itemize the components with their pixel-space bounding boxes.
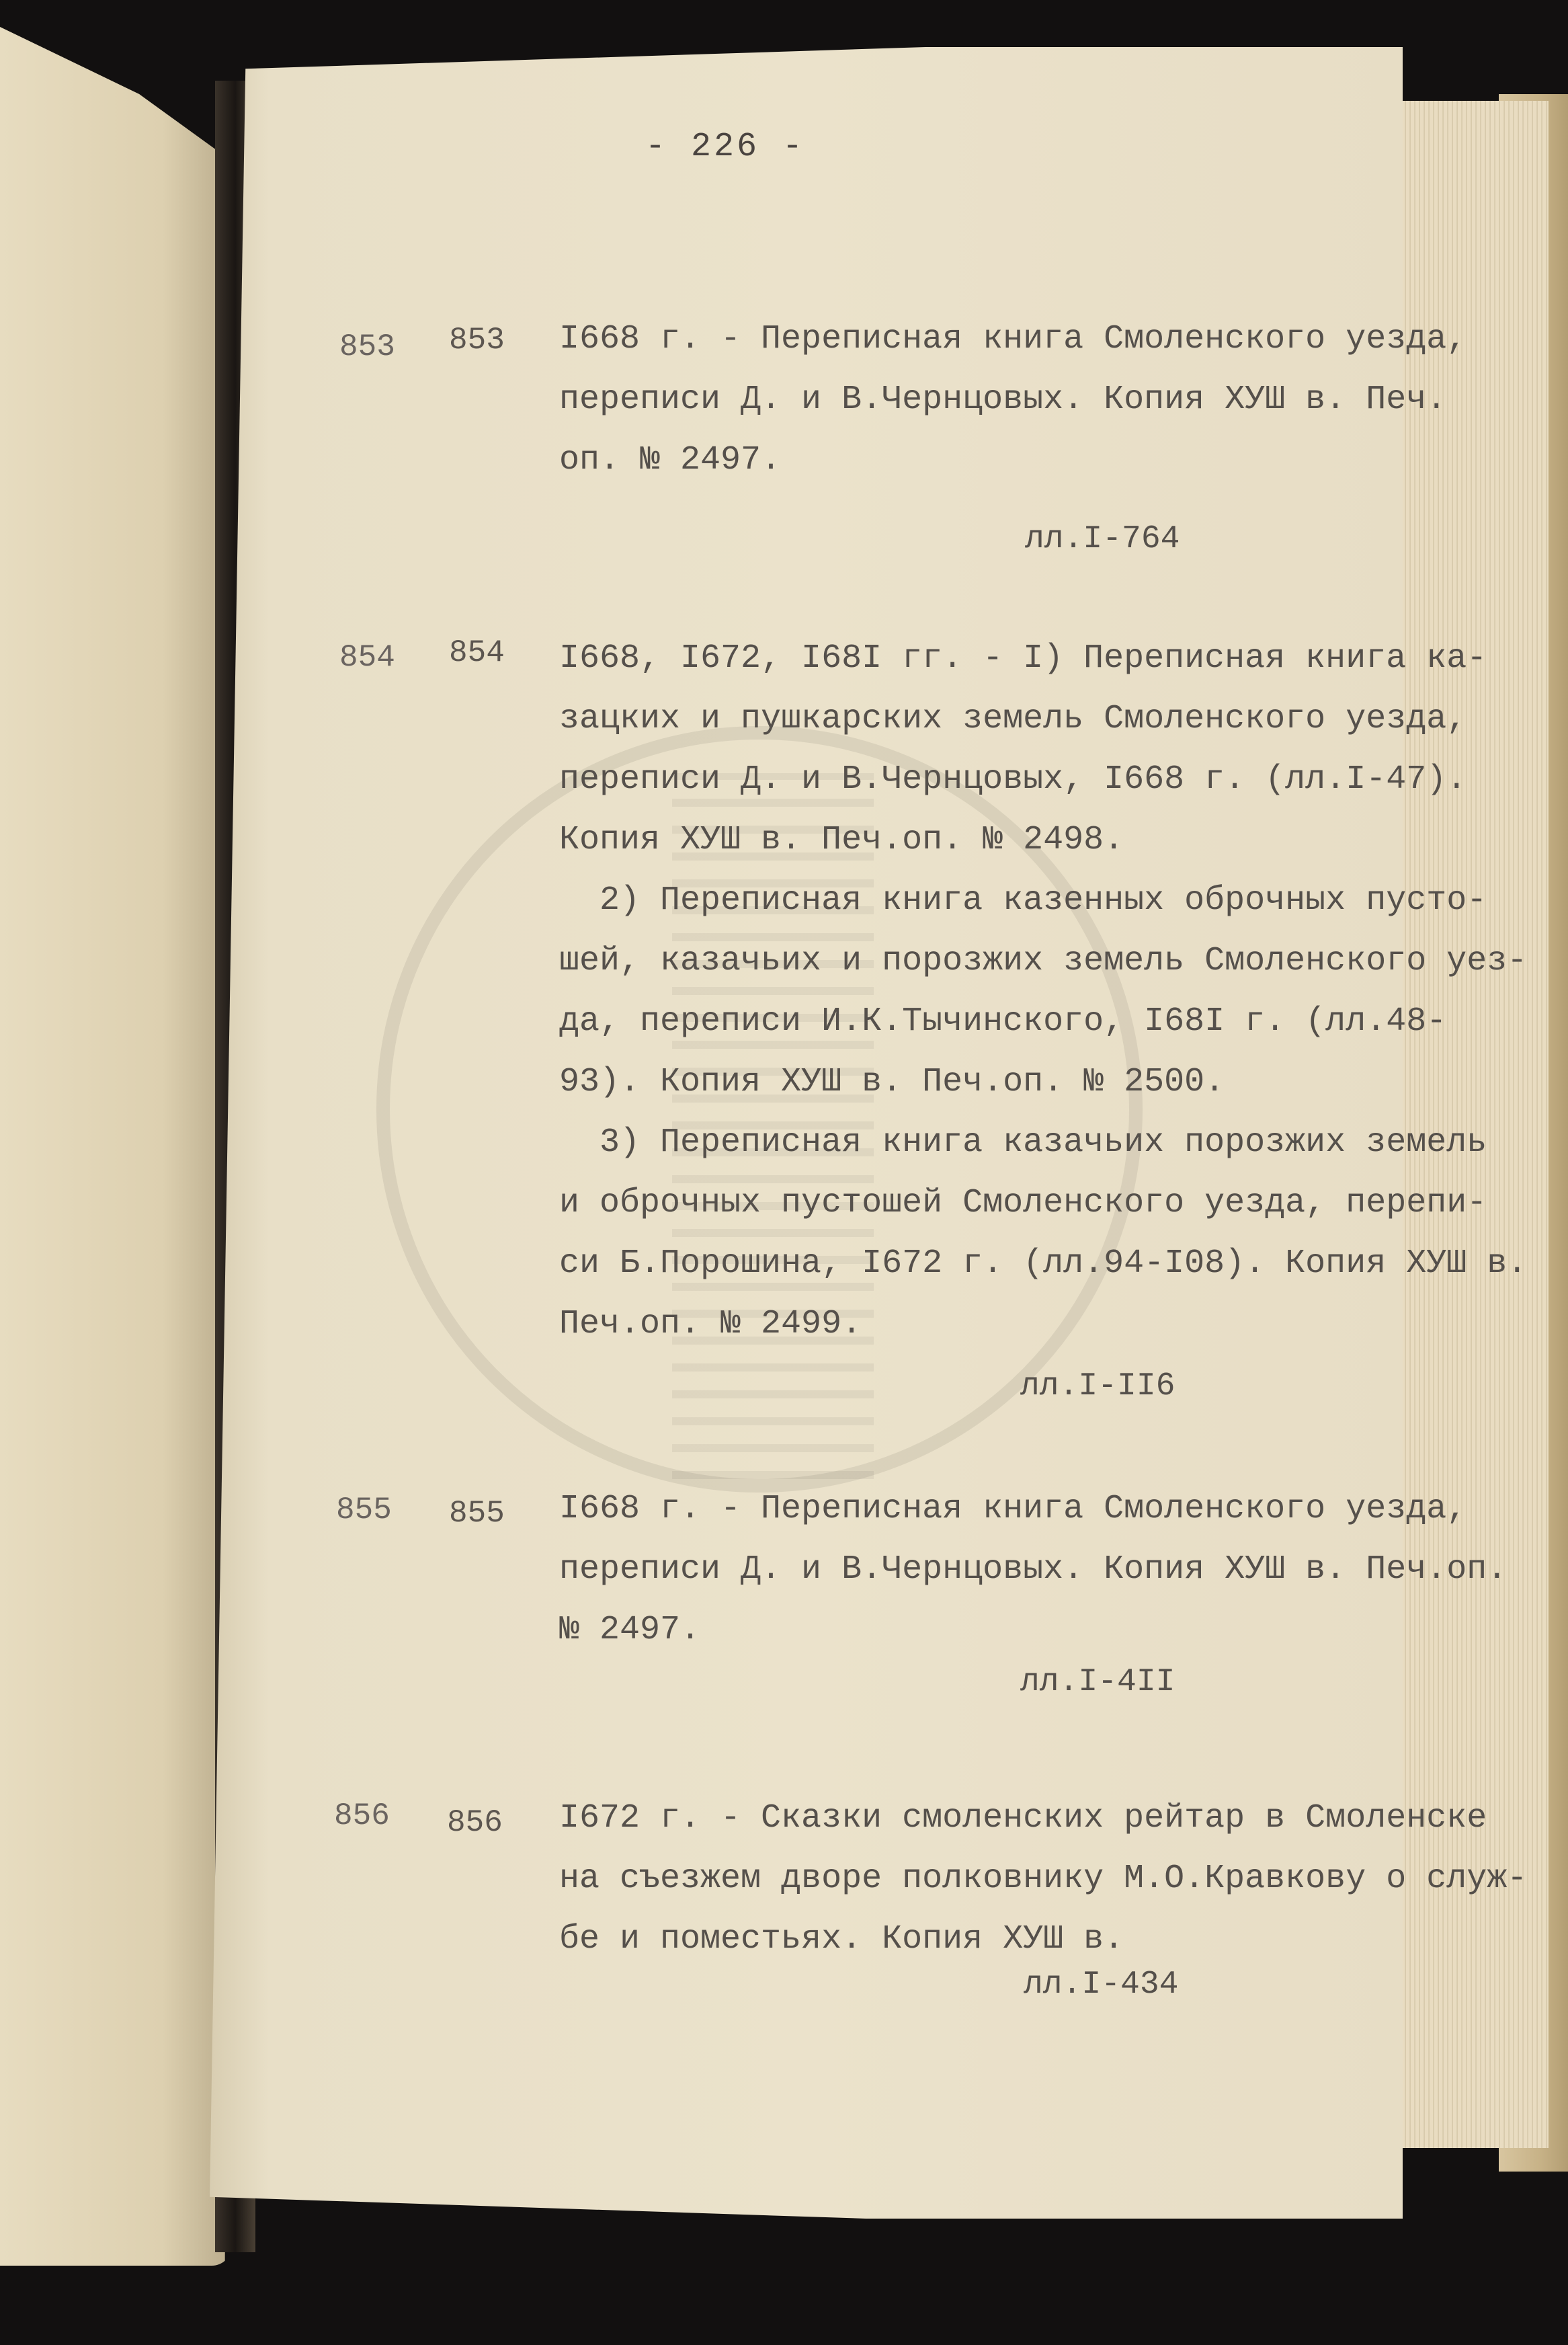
entry-number-left: 853 [339, 329, 395, 364]
entry-text: I668 г. - Переписная книга Смоленского уезда, переписи Д. и В.Чернцовых. Копия ХУШ в. Печ. оп. № 2497. [559, 320, 1467, 479]
entry-number-right: 853 [449, 323, 505, 358]
entry-folio: лл.I-II6 [1020, 1368, 1175, 1404]
entry-number-left: 855 [336, 1493, 392, 1527]
entry-text: I668 г. - Переписная книга Смоленского уезда, переписи Д. и В.Чернцовых. Копия ХУШ в. Печ.оп. № 2497. [559, 1490, 1508, 1649]
entry-folio: лл.I-764 [1025, 521, 1180, 557]
entry-number-right: 855 [449, 1496, 505, 1531]
entry-folio: лл.I-4II [1020, 1664, 1175, 1700]
entry-number-right: 854 [449, 635, 505, 670]
entry-number-left: 856 [334, 1798, 390, 1833]
entry-folio: лл.I-434 [1024, 1966, 1179, 2003]
page-number: - 226 - [645, 128, 806, 166]
left-page [0, 27, 232, 2266]
entry-number-right: 856 [447, 1805, 503, 1840]
entry-number-left: 854 [339, 640, 395, 675]
entry-text: I668, I672, I68I гг. - I) Переписная книга ка- зацких и пушкарских земель Смоленского уезда, переписи Д. и В.Чернцовых, I668 г. (лл.I-47). Копия ХУШ в. Печ.оп. № 2498. 2) Переписная книга казенных оброчных пусто- шей, казачьих и порозжих земель Смоленского уез- да, переписи И.К.Тычинского, I68I г. (лл.48- 93). Копия ХУШ в. Печ.оп. № 2500. 3) Переписная книга казачьих порозжих земель и оброчных пустошей Смоленского уезда, перепи- си Б.Порошина, I672 г. (лл.94-I08). Копия ХУШ в. Печ.оп. № 2499. [559, 639, 1528, 1343]
entry-text: I672 г. - Сказки смоленских рейтар в Смоленске на съезжем дворе полковнику М.О.Кравкову о служ- бе и поместьях. Копия ХУШ в. [559, 1799, 1528, 1958]
